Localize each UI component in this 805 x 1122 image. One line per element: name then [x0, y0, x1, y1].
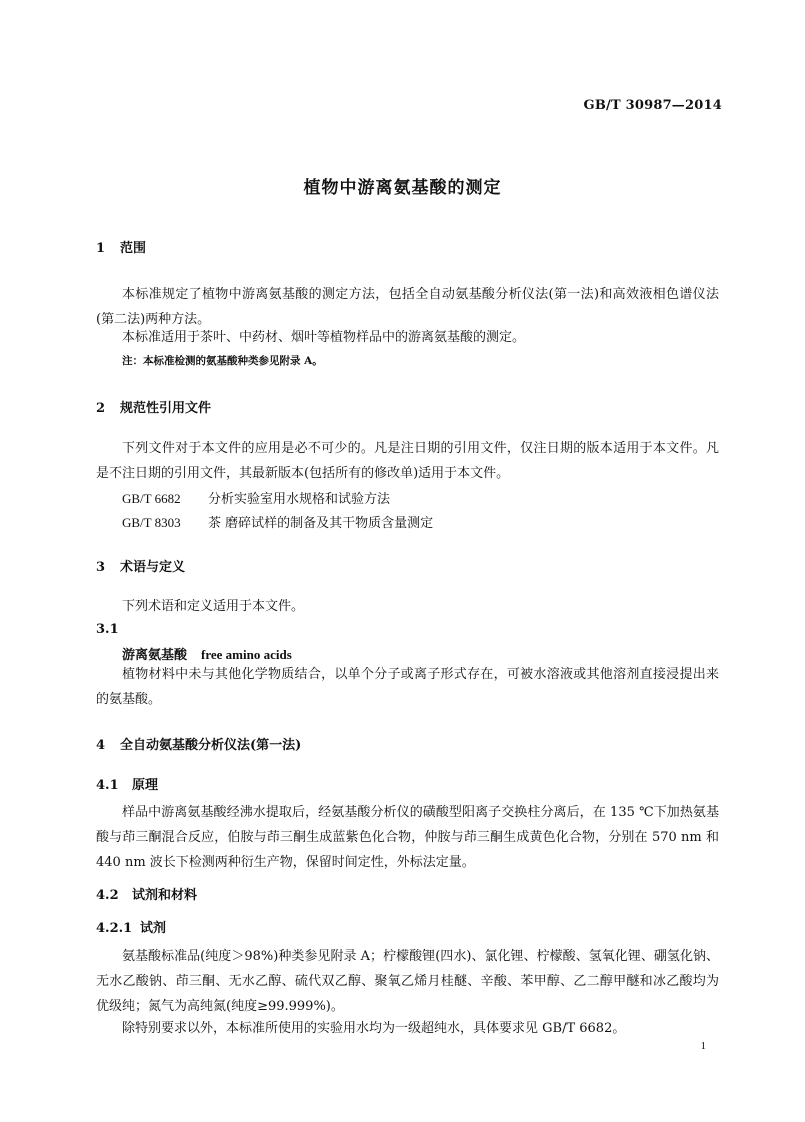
section-title: 范围 [120, 241, 147, 256]
section-1-heading [96, 237, 146, 256]
scope-applicability: 本标准适用于茶叶、中药材、烟叶等植物样品中的游离氨基酸的测定。 [122, 330, 526, 345]
subsection-4-2-1-heading [96, 917, 166, 936]
scope-note: 注：本标准检测的氨基酸种类参见附录 A。 [122, 355, 323, 367]
section-number: 4.2.1 [96, 921, 133, 936]
section-4-heading [96, 734, 301, 753]
term-chinese: 游离氨基酸 [122, 648, 188, 663]
section-2-heading [96, 397, 211, 416]
water-requirement-paragraph: 除特别要求以外，本标准所使用的实验用水均为一级超纯水，具体要求见 GB/T 6682。 [122, 1021, 626, 1036]
term-english: free amino acids [201, 647, 292, 662]
terms-intro-paragraph: 下列术语和定义适用于本文件。 [122, 599, 305, 614]
section-title: 全自动氨基酸分析仪法(第一法) [120, 738, 302, 753]
page-number: 1 [700, 1040, 706, 1052]
section-number: 4 [96, 738, 106, 753]
term-entry [122, 644, 292, 663]
section-3-heading [96, 556, 185, 575]
section-title: 原理 [132, 778, 159, 793]
section-number: 4.1 [96, 778, 119, 793]
reference-item [122, 488, 390, 507]
section-number: 1 [96, 241, 106, 256]
document-title: 植物中游离氨基酸的测定 [303, 178, 502, 198]
scope-paragraph: 本标准规定了植物中游离氨基酸的测定方法，包括全自动氨基酸分析仪法(第一法)和高效液相色谱仪法(第二法)两种方法。 [96, 287, 719, 327]
section-title: 试剂和材料 [132, 888, 198, 903]
clause-number: 3.1 [96, 622, 119, 637]
section-title: 规范性引用文件 [120, 401, 212, 416]
section-number: 4.2 [96, 888, 119, 903]
section-number: 3 [96, 560, 106, 575]
reference-item [122, 512, 433, 531]
reference-code: GB/T 8303 [122, 515, 181, 530]
section-number: 2 [96, 401, 106, 416]
reference-title: 茶 磨碎试样的制备及其干物质含量测定 [208, 516, 434, 531]
subsection-4-1-heading [96, 774, 158, 793]
section-title: 术语与定义 [120, 560, 186, 575]
term-definition: 植物材料中未与其他化学物质结合，以单个分子或离子形式存在，可被水溶液或其他溶剂直接浸提出来的氨基酸。 [96, 667, 719, 707]
subsection-4-2-heading [96, 884, 197, 903]
principle-paragraph: 样品中游离氨基酸经沸水提取后，经氨基酸分析仪的磺酸型阳离子交换柱分离后，在 135 ℃下加热氨基酸与茚三酮混合反应，伯胺与茚三酮生成蓝紫色化合物，仲胺与茚三酮生成黄色化合物，分别在 570 nm 和 440 nm 波长下检测两种衍生产物，保留时间定性，外标法定量。 [96, 805, 719, 870]
reference-code: GB/T 6682 [122, 491, 181, 506]
normative-references-paragraph: 下列文件对于本文件的应用是必不可少的。凡是注日期的引用文件，仅注日期的版本适用于本文件。凡是不注日期的引用文件，其最新版本(包括所有的修改单)适用于本文件。 [96, 441, 719, 481]
reference-title: 分析实验室用水规格和试验方法 [208, 492, 391, 507]
section-title: 试剂 [140, 921, 167, 936]
standard-number: GB/T 30987—2014 [583, 98, 722, 113]
reagents-paragraph: 氨基酸标准品(纯度＞98%)种类参见附录 A；柠檬酸锂(四水)、氯化锂、柠檬酸、氢氧化锂、硼氢化钠、无水乙酸钠、茚三酮、无水乙醇、硫代双乙醇、聚氧乙烯月桂醚、辛酸、苯甲醇、乙二醇甲醚和冰乙酸均为优级纯；氮气为高纯氮(纯度≥99.999%)。 [96, 949, 719, 1014]
